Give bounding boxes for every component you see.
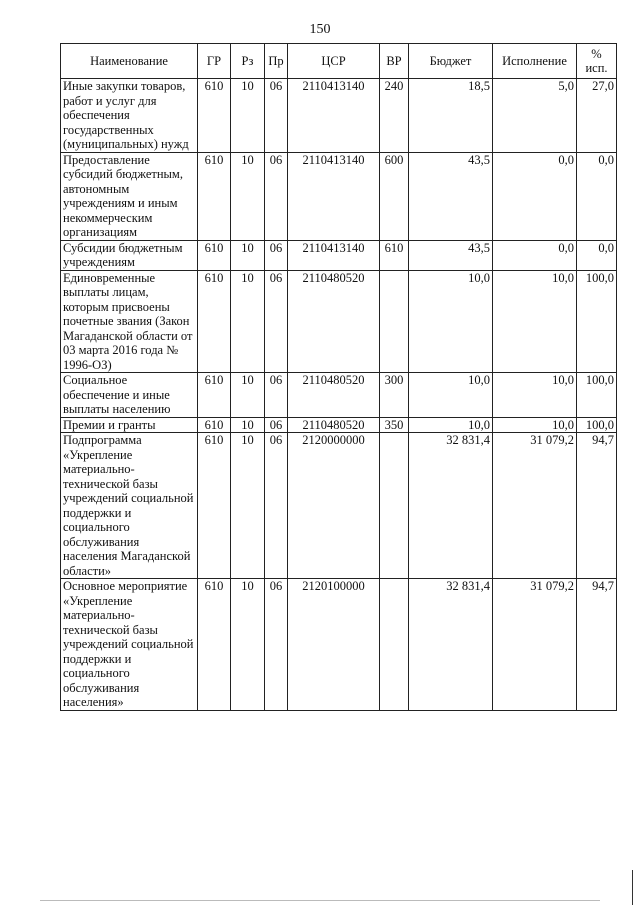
table-row [61, 152, 617, 240]
row-name: Единовременные выплаты лицам, которым присвоены почетные звания (Закон Магаданской области от 03 марта 2016 года № 1996-ОЗ) [61, 270, 198, 373]
row-csr: 2110413140 [288, 79, 380, 153]
row-percent: 27,0 [577, 79, 617, 153]
row-name: Предоставление субсидий бюджетным, автономным учреждениям и иным некоммерческим организациям [61, 152, 198, 240]
header-pr: Пр [265, 44, 288, 79]
row-gr: 610 [198, 433, 231, 579]
row-pr: 06 [265, 270, 288, 373]
header-name: Наименование [61, 44, 198, 79]
row-vr: 350 [380, 417, 409, 433]
header-rz: Рз [231, 44, 265, 79]
table-row [61, 579, 617, 711]
row-budget: 18,5 [409, 79, 493, 153]
row-vr [380, 270, 409, 373]
row-name: Основное мероприятие «Укрепление материально-технической базы учреждений социальной поддержки и социального обслуживания населения» [61, 579, 198, 711]
row-name: Премии и гранты [61, 417, 198, 433]
row-gr: 610 [198, 152, 231, 240]
row-execution: 0,0 [493, 152, 577, 240]
row-pr: 06 [265, 152, 288, 240]
row-percent: 100,0 [577, 417, 617, 433]
row-pr: 06 [265, 79, 288, 153]
row-csr: 2110413140 [288, 240, 380, 270]
header-percent: % исп. [577, 44, 617, 79]
row-percent: 100,0 [577, 373, 617, 418]
row-pr: 06 [265, 373, 288, 418]
page-edge-mark [632, 870, 633, 905]
row-pr: 06 [265, 579, 288, 711]
row-csr: 2110480520 [288, 373, 380, 418]
row-pr: 06 [265, 433, 288, 579]
row-vr [380, 433, 409, 579]
row-vr: 300 [380, 373, 409, 418]
header-vr: ВР [380, 44, 409, 79]
row-percent: 94,7 [577, 579, 617, 711]
row-csr: 2110480520 [288, 417, 380, 433]
table-row [61, 270, 617, 373]
row-percent: 94,7 [577, 433, 617, 579]
row-rz: 10 [231, 240, 265, 270]
row-budget: 10,0 [409, 270, 493, 373]
row-budget: 43,5 [409, 152, 493, 240]
row-execution: 31 079,2 [493, 579, 577, 711]
row-execution: 10,0 [493, 417, 577, 433]
table-row [61, 417, 617, 433]
table-row [61, 373, 617, 418]
header-execution: Исполнение [493, 44, 577, 79]
row-name: Подпрограмма «Укрепление материально-технической базы учреждений социальной поддержки и социального обслуживания населения Магаданской области» [61, 433, 198, 579]
row-pr: 06 [265, 417, 288, 433]
row-rz: 10 [231, 417, 265, 433]
row-csr: 2120100000 [288, 579, 380, 711]
row-pr: 06 [265, 240, 288, 270]
header-csr: ЦСР [288, 44, 380, 79]
row-csr: 2120000000 [288, 433, 380, 579]
row-budget: 32 831,4 [409, 579, 493, 711]
row-rz: 10 [231, 79, 265, 153]
row-budget: 10,0 [409, 373, 493, 418]
row-execution: 10,0 [493, 270, 577, 373]
page-bottom-rule [40, 900, 600, 901]
row-csr: 2110413140 [288, 152, 380, 240]
row-percent: 100,0 [577, 270, 617, 373]
row-gr: 610 [198, 373, 231, 418]
row-rz: 10 [231, 152, 265, 240]
row-execution: 5,0 [493, 79, 577, 153]
row-budget: 10,0 [409, 417, 493, 433]
row-rz: 10 [231, 373, 265, 418]
table-row [61, 240, 617, 270]
row-execution: 0,0 [493, 240, 577, 270]
row-percent: 0,0 [577, 152, 617, 240]
row-rz: 10 [231, 270, 265, 373]
row-name: Социальное обеспечение и иные выплаты населению [61, 373, 198, 418]
row-gr: 610 [198, 240, 231, 270]
table-row [61, 433, 617, 579]
table-row [61, 79, 617, 153]
row-vr [380, 579, 409, 711]
header-gr: ГР [198, 44, 231, 79]
table-header-row [61, 44, 617, 79]
row-vr: 610 [380, 240, 409, 270]
header-budget: Бюджет [409, 44, 493, 79]
row-gr: 610 [198, 270, 231, 373]
row-gr: 610 [198, 579, 231, 711]
row-vr: 240 [380, 79, 409, 153]
row-name: Иные закупки товаров, работ и услуг для обеспечения государственных (муниципальных) нужд [61, 79, 198, 153]
row-budget: 43,5 [409, 240, 493, 270]
row-execution: 31 079,2 [493, 433, 577, 579]
row-csr: 2110480520 [288, 270, 380, 373]
row-budget: 32 831,4 [409, 433, 493, 579]
row-rz: 10 [231, 579, 265, 711]
row-gr: 610 [198, 417, 231, 433]
page-number: 150 [309, 22, 331, 37]
row-name: Субсидии бюджетным учреждениям [61, 240, 198, 270]
budget-execution-table [60, 43, 617, 711]
row-execution: 10,0 [493, 373, 577, 418]
row-rz: 10 [231, 433, 265, 579]
row-gr: 610 [198, 79, 231, 153]
row-vr: 600 [380, 152, 409, 240]
row-percent: 0,0 [577, 240, 617, 270]
